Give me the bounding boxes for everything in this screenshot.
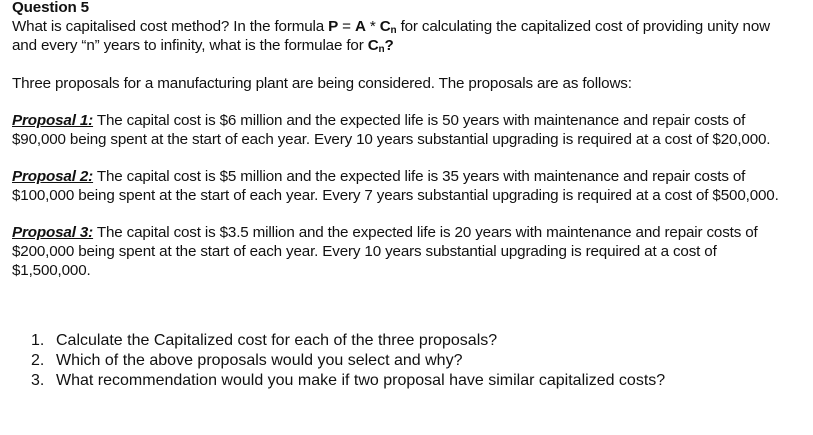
- question-item-3: [31, 371, 665, 391]
- proposal-1-line-2: $90,000 being spent at the start of each year. Every 10 years substantial upgrading is required at a cost of $20,000.: [12, 131, 771, 148]
- question-list: [31, 331, 665, 391]
- intro-c: C: [367, 37, 379, 54]
- intro-text-2: for calculating the capitalized cost of providing unity now: [396, 18, 770, 35]
- proposal-1-label: Proposal 1:: [12, 112, 94, 129]
- proposal-2-label: Proposal 2:: [12, 168, 94, 185]
- formula-p: P: [328, 18, 339, 35]
- question-text-2: Which of the above proposals would you select and why?: [56, 352, 463, 369]
- proposal-1-line-1: The capital cost is $6 million and the expected life is 50 years with maintenance and repair costs of: [93, 112, 746, 129]
- question-intro: [12, 17, 808, 55]
- question-text-1: Calculate the Capitalized cost for each of the three proposals?: [56, 332, 498, 349]
- question-number-3: 3.: [31, 372, 45, 389]
- proposal-3-line-2: $200,000 being spent at the start of each year. Every 10 years substantial upgrading is required at a cost of: [12, 243, 717, 260]
- formula-times: *: [365, 18, 380, 35]
- intro-text-1: What is capitalised cost method? In the formula: [12, 18, 329, 35]
- proposal-2-line-1: The capital cost is $5 million and the expected life is 35 years with maintenance and repair costs of: [93, 168, 746, 185]
- intro-c-subscript: n: [378, 44, 385, 55]
- question-item-1: [31, 331, 665, 351]
- proposal-1: [12, 111, 808, 149]
- question-number-2: 2.: [31, 352, 45, 369]
- formula-a: A: [354, 18, 366, 35]
- document-body: [12, 0, 808, 280]
- formula-equals: =: [338, 18, 355, 35]
- proposal-3-line-3: $1,500,000.: [12, 262, 91, 279]
- question-item-2: [31, 351, 665, 371]
- formula-c-subscript: n: [390, 25, 397, 36]
- question-text-3: What recommendation would you make if two proposal have similar capitalized costs?: [56, 372, 666, 389]
- question-number-1: 1.: [31, 332, 45, 349]
- proposals-setup: Three proposals for a manufacturing plant are being considered. The proposals are as follows:: [12, 75, 632, 92]
- question-heading: Question 5: [12, 0, 89, 16]
- intro-question-mark: ?: [384, 37, 394, 54]
- formula-c: C: [379, 18, 391, 35]
- proposal-3-line-1: The capital cost is $3.5 million and the expected life is 20 years with maintenance and repair costs of: [93, 224, 758, 241]
- intro-text-3: and every “n” years to infinity, what is the formulae for: [12, 37, 368, 54]
- proposal-2-line-2: $100,000 being spent at the start of each year. Every 7 years substantial upgrading is required at a cost of $500,000.: [12, 187, 779, 204]
- proposal-2: [12, 167, 808, 205]
- proposal-3-label: Proposal 3:: [12, 224, 94, 241]
- proposal-3: [12, 223, 808, 280]
